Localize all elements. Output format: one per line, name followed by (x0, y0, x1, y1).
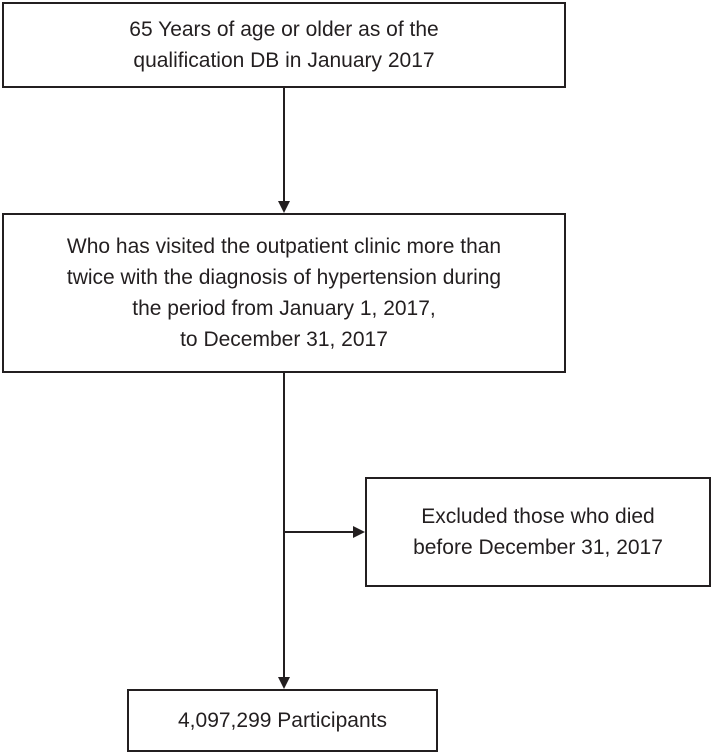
exclusion-line-2: before December 31, 2017 (413, 536, 663, 559)
inclusion-criteria-age-line-2: qualification DB in January 2017 (133, 49, 435, 72)
participants-box (127, 689, 438, 752)
hypertension-criteria-line-1: Who has visited the outpatient clinic more than (66, 235, 502, 258)
hypertension-criteria-line-2: twice with the diagnosis of hypertension during (66, 266, 502, 289)
arrowhead-to-result (278, 677, 290, 689)
participants-count: 4,097,299 Participants (178, 709, 387, 732)
connector-step1-to-step2 (283, 88, 285, 202)
inclusion-criteria-hypertension-box (2, 213, 566, 373)
hypertension-criteria-line-4: to December 31, 2017 (180, 328, 388, 351)
connector-to-exclusion (284, 531, 354, 533)
inclusion-criteria-age-line-1: 65 Years of age or older as of the (129, 18, 439, 41)
connector-step2-to-result (283, 373, 285, 678)
arrowhead-step1-to-step2 (278, 201, 290, 213)
exclusion-line-1: Excluded those who died (421, 505, 655, 528)
arrowhead-to-exclusion (353, 526, 365, 538)
inclusion-criteria-age-box (2, 2, 566, 88)
exclusion-box (365, 477, 711, 587)
hypertension-criteria-line-3: the period from January 1, 2017, (132, 297, 436, 320)
